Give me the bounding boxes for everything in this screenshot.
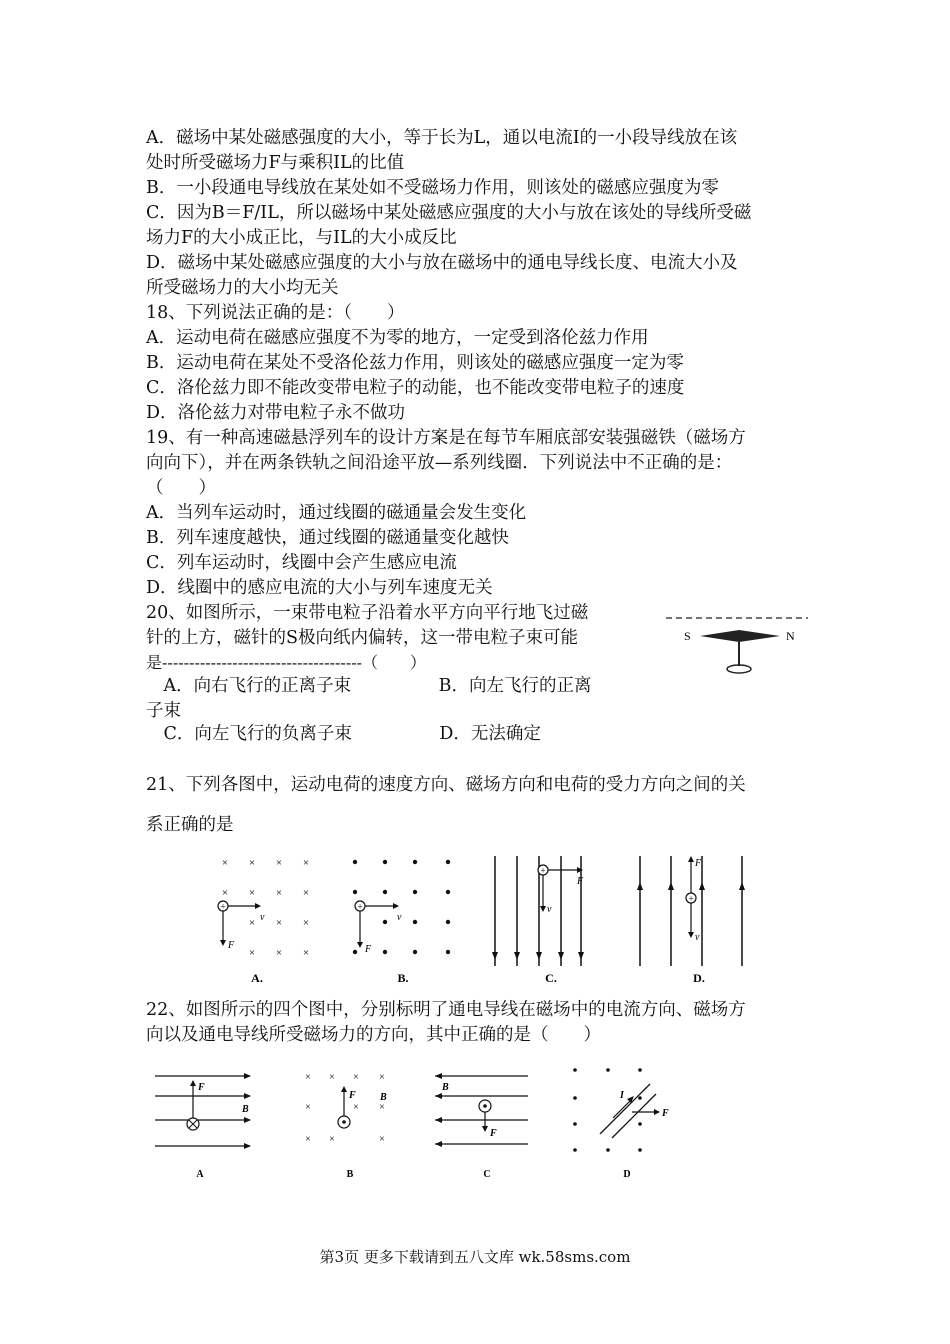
q19-option-c: C．列车运动时，线圈中会产生感应电流 (146, 553, 457, 573)
q21-panel-d (637, 856, 745, 966)
q18-option-a: A．运动电荷在磁感应强度不为零的地方，一定受到洛伦兹力作用 (146, 328, 649, 348)
q18-stem: 18、下列说法正确的是：（ ） (146, 303, 405, 323)
field-out-of-page-mark (573, 1148, 577, 1152)
svg-text:+: + (688, 893, 694, 904)
q22-stem-line1: 22、如图所示的四个图中，分别标明了通电导线在磁场中的电流方向、磁场方 (146, 1000, 746, 1020)
field-out-of-page-mark (413, 920, 417, 924)
q22-caption-c: C (483, 1169, 491, 1180)
q21a-f-label: F (228, 940, 235, 951)
field-into-page-mark: × (329, 1134, 335, 1145)
q20-magnetic-needle-figure (662, 610, 812, 680)
q17-option-a-line1: A．磁场中某处磁感强度的大小，等于长为L，通以电流I的一小段导线放在该 (146, 128, 738, 148)
field-out-of-page-mark (383, 920, 387, 924)
field-into-page-mark: × (275, 917, 283, 929)
field-into-page-mark: × (353, 1072, 359, 1083)
field-out-of-page-mark (446, 920, 450, 924)
field-into-page-mark: × (302, 857, 310, 869)
field-into-page-mark: × (305, 1102, 311, 1113)
q19-stem-line2: 向向下），并在两条铁轨之间沿途平放—系列线圈．下列说法中不正确的是： (146, 453, 733, 473)
field-out-of-page-mark (638, 1096, 642, 1100)
field-into-page-mark: × (305, 1072, 311, 1083)
field-out-of-page-mark (446, 950, 450, 954)
q21-stem-line2: 系正确的是 (146, 815, 234, 835)
q21c-v-label: v (547, 904, 552, 915)
q21-panel-c (492, 856, 584, 966)
q21b-f-label: F (365, 944, 372, 955)
field-into-page-mark: × (353, 1102, 359, 1113)
q21b-v-label: v (397, 912, 402, 923)
q21-caption-a: A. (251, 971, 263, 985)
q20-stem-line2: 针的上方，磁针的S极向纸内偏转，这一带电粒子束可能 (146, 628, 578, 648)
q21-panel-b (353, 860, 450, 955)
q17-option-d-line2: 所受磁场力的大小均无关 (146, 278, 339, 298)
field-into-page-mark: × (379, 1072, 385, 1083)
field-out-of-page-mark (353, 860, 357, 864)
q17-option-c-line1: C．因为B＝F/IL，所以磁场中某处磁感应强度的大小与放在该处的导线所受磁 (146, 203, 752, 223)
q22d-f-label: F (662, 1108, 669, 1119)
field-out-of-page-mark (573, 1122, 577, 1126)
s-pole-label: S (684, 629, 691, 643)
q18-option-d: D．洛伦兹力对带电粒子永不做功 (146, 403, 406, 423)
field-into-page-mark: × (221, 857, 229, 869)
field-out-of-page-mark (413, 890, 417, 894)
q22b-b-label: B (380, 1092, 387, 1103)
field-into-page-mark: × (248, 857, 256, 869)
q22b-f-label: F (349, 1090, 356, 1101)
q17-option-d-line1: D．磁场中某处磁感应强度的大小与放在磁场中的通电导线长度、电流大小及 (146, 253, 738, 273)
field-into-page-mark: × (379, 1102, 385, 1113)
q20-options-ab: A．向右飞行的正离子束 B．向左飞行的正离 (146, 676, 592, 696)
svg-text:+: + (540, 865, 546, 876)
q22-figure (150, 1060, 690, 1185)
field-out-of-page-mark (413, 860, 417, 864)
field-out-of-page-mark (638, 1148, 642, 1152)
field-out-of-page-mark (353, 950, 357, 954)
field-out-of-page-mark (638, 1122, 642, 1126)
field-out-of-page-mark (606, 1068, 610, 1072)
q22-caption-a: A (196, 1169, 204, 1180)
q22d-i-label: I (620, 1090, 624, 1101)
q21-caption-d: D. (693, 971, 705, 985)
q22c-b-label: B (442, 1082, 449, 1093)
field-into-page-mark: × (275, 857, 283, 869)
q20-stem-line3: 是-------------------------------------（ ） (146, 653, 427, 672)
field-into-page-mark: × (248, 947, 256, 959)
q22c-f-label: F (490, 1128, 497, 1139)
field-out-of-page-mark (353, 890, 357, 894)
q21-caption-b: B. (397, 971, 409, 985)
field-out-of-page-mark (413, 950, 417, 954)
q20-options-cd: C．向左飞行的负离子束 D．无法确定 (146, 724, 541, 744)
q22-panel-a (155, 1073, 251, 1149)
field-into-page-mark: × (302, 917, 310, 929)
q21d-f-label: F (695, 858, 702, 869)
q21-figure (205, 848, 765, 988)
svg-text:+: + (220, 901, 226, 912)
field-out-of-page-mark (383, 860, 387, 864)
field-into-page-mark: × (302, 887, 310, 899)
q21-stem-line1: 21、下列各图中，运动电荷的速度方向、磁场方向和电荷的受力方向之间的关 (146, 775, 746, 795)
field-into-page-mark: × (248, 917, 256, 929)
field-out-of-page-mark (606, 1148, 610, 1152)
q21d-v-label: v (695, 932, 700, 943)
q19-option-b: B．列车速度越快，通过线圈的磁通量变化越快 (146, 528, 509, 548)
field-into-page-mark: × (305, 1134, 311, 1145)
q19-option-d: D．线圈中的感应电流的大小与列车速度无关 (146, 578, 493, 598)
svg-text:+: + (357, 901, 363, 912)
field-into-page-mark: × (248, 887, 256, 899)
q18-option-c: C．洛伦兹力即不能改变带电粒子的动能，也不能改变带电粒子的速度 (146, 378, 685, 398)
page-footer: 第3页 更多下载请到五八文库 wk.58sms.com (319, 1248, 631, 1266)
field-into-page-mark: × (221, 887, 229, 899)
q22a-f-label: F (198, 1082, 205, 1093)
field-out-of-page-mark (573, 1068, 577, 1072)
q17-option-b: B．一小段通电导线放在某处如不受磁场力作用，则该处的磁感应强度为零 (146, 178, 719, 198)
field-out-of-page-mark (638, 1068, 642, 1072)
field-into-page-mark: × (275, 887, 283, 899)
q17-option-a-line2: 处时所受磁场力F与乘积IL的比值 (146, 153, 405, 173)
field-out-of-page-mark (446, 890, 450, 894)
field-into-page-mark: × (379, 1134, 385, 1145)
field-into-page-mark: × (302, 947, 310, 959)
q22a-b-label: B (242, 1104, 249, 1115)
q22-panel-d (600, 1084, 669, 1138)
q21a-v-label: v (260, 912, 265, 923)
field-out-of-page-mark (383, 890, 387, 894)
field-into-page-mark: × (275, 947, 283, 959)
q20-stem-line1: 20、如图所示，一束带电粒子沿着水平方向平行地飞过磁 (146, 603, 589, 623)
n-pole-label: N (786, 629, 795, 643)
q22-stem-line2: 向以及通电导线所受磁场力的方向，其中正确的是（ ） (146, 1025, 601, 1045)
q22-panel-c (435, 1073, 528, 1147)
field-out-of-page-mark (383, 950, 387, 954)
q22-caption-b: B (346, 1169, 354, 1180)
field-into-page-mark: × (329, 1072, 335, 1083)
q18-option-b: B．运动电荷在某处不受洛伦兹力作用，则该处的磁感应强度一定为零 (146, 353, 684, 373)
q20-options-ab-wrap: 子束 (146, 701, 181, 721)
needle-icon (700, 630, 780, 642)
q19-stem-line3: （ ） (146, 478, 216, 498)
field-out-of-page-mark (573, 1096, 577, 1100)
q21-caption-c: C. (545, 971, 557, 985)
q19-stem-line1: 19、有一种高速磁悬浮列车的设计方案是在每节车厢底部安装强磁铁（磁场方 (146, 428, 746, 448)
q22-caption-d: D (623, 1169, 631, 1180)
q19-option-a: A．当列车运动时，通过线圈的磁通量会发生变化 (146, 503, 527, 523)
q21-panel-a (218, 857, 309, 959)
q17-option-c-line2: 场力F的大小成正比，与IL的大小成反比 (146, 228, 457, 248)
q21c-f-label: F (577, 876, 584, 887)
field-out-of-page-mark (446, 860, 450, 864)
